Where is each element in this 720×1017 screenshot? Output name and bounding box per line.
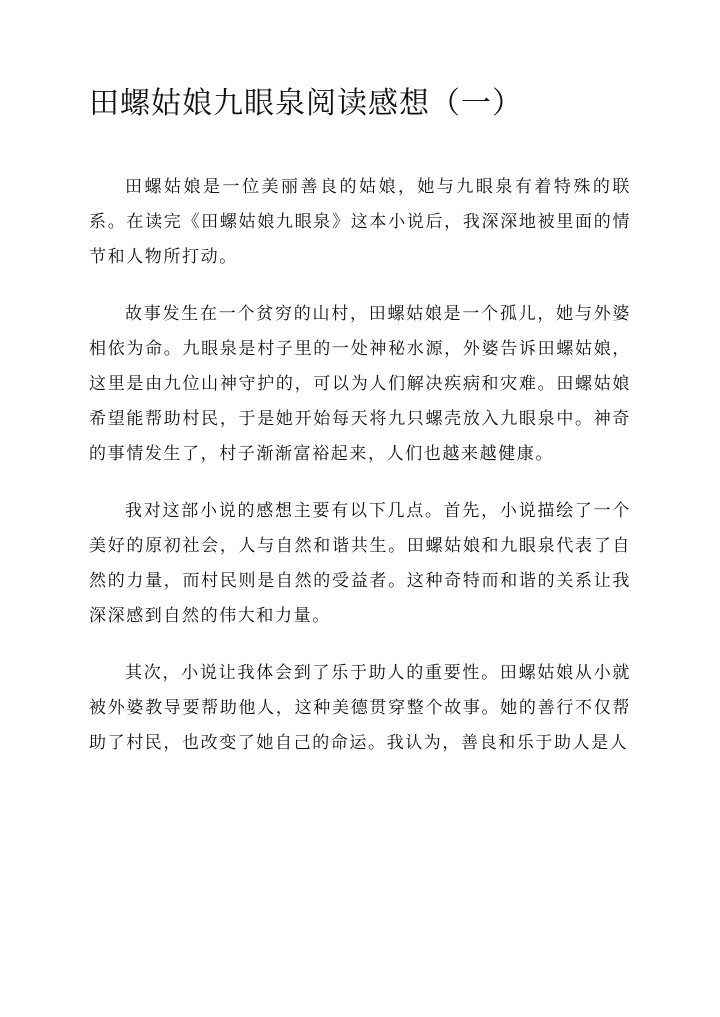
document-body bbox=[89, 170, 631, 783]
paragraph-3: 我对这部小说的感想主要有以下几点。首先，小说描绘了一个美好的原初社会，人与自然和谐共生。田螺姑娘和九眼泉代表了自然的力量，而村民则是自然的受益者。这种奇特而和谐的关系让我深深感到自然的伟大和力量。 bbox=[89, 501, 631, 626]
paragraph-4: 其次，小说让我体会到了乐于助人的重要性。田螺姑娘从小就被外婆教导要帮助他人，这种美德贯穿整个故事。她的善行不仅帮助了村民，也改变了她自己的命运。我认为，善良和乐于助人是人 bbox=[89, 663, 631, 753]
document-title: 田螺姑娘九眼泉阅读感想（一） bbox=[89, 86, 523, 121]
paragraph-2: 故事发生在一个贫穷的山村，田螺姑娘是一个孤儿，她与外婆相依为命。九眼泉是村子里的一处神秘水源，外婆告诉田螺姑娘，这里是由九位山神守护的，可以为人们解决疾病和灾难。田螺姑娘希望能帮助村民，于是她开始每天将九只螺壳放入九眼泉中。神奇的事情发生了，村子渐渐富裕起来，人们也越来越健康。 bbox=[89, 304, 631, 464]
paragraph-1: 田螺姑娘是一位美丽善良的姑娘，她与九眼泉有着特殊的联系。在读完《田螺姑娘九眼泉》这本小说后，我深深地被里面的情节和人物所打动。 bbox=[89, 177, 631, 267]
